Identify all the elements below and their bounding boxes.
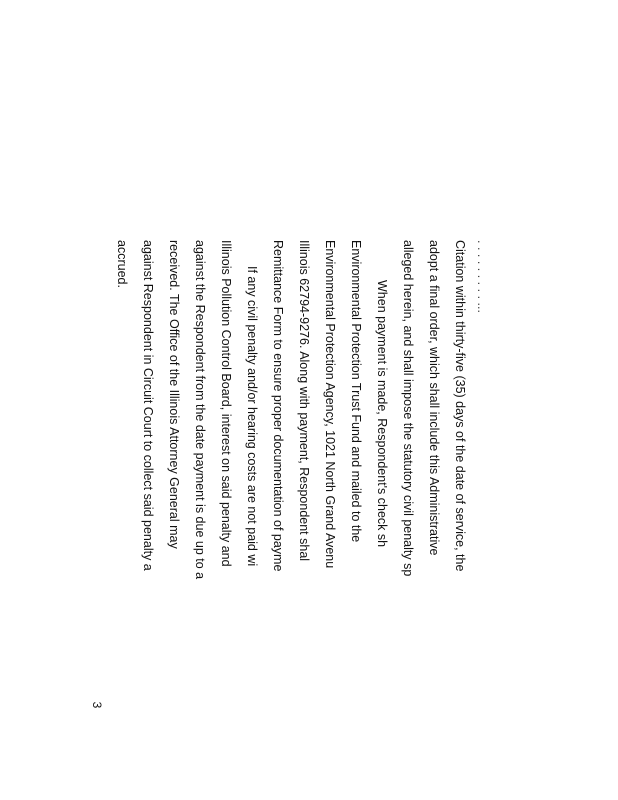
- paragraph-line: accrued.: [115, 240, 129, 288]
- paragraph-line: against the Respondent from the date payment is due up to a: [193, 240, 207, 580]
- paragraph-line: received. The Office of the Illinois Attorney General may: [167, 240, 181, 549]
- paragraph-line: alleged herein, and shall impose the statutory civil penalty sp: [401, 240, 415, 577]
- top-line-fragment: . . . . . . . . . ...: [475, 240, 489, 313]
- paragraph-line: If any civil penalty and/or hearing costs are not paid wi: [245, 266, 259, 567]
- page-number: 3: [90, 701, 104, 709]
- rotated-body-text: [115, 240, 489, 800]
- paragraph-line: Citation within thirty-five (35) days of the date of service, the: [453, 240, 467, 572]
- paragraph-line: Environmental Protection Trust Fund and mailed to the: [349, 240, 363, 543]
- paragraph-line: Illinois 62794-9276. Along with payment, Respondent shal: [297, 240, 311, 562]
- paragraph-line: adopt a final order, which shall include this Administrative: [427, 240, 441, 556]
- paragraph-line: against Respondent in Circuit Court to collect said penalty a: [141, 240, 155, 571]
- paragraph-line: Illinois Pollution Control Board, interest on said penalty and: [219, 240, 233, 567]
- paragraph-line: When payment is made, Respondent's check sh: [375, 280, 389, 548]
- paragraph-line: Environmental Protection Agency, 1021 North Grand Avenu: [323, 240, 337, 569]
- paragraph-line: Remittance Form to ensure proper documentation of payme: [271, 240, 285, 572]
